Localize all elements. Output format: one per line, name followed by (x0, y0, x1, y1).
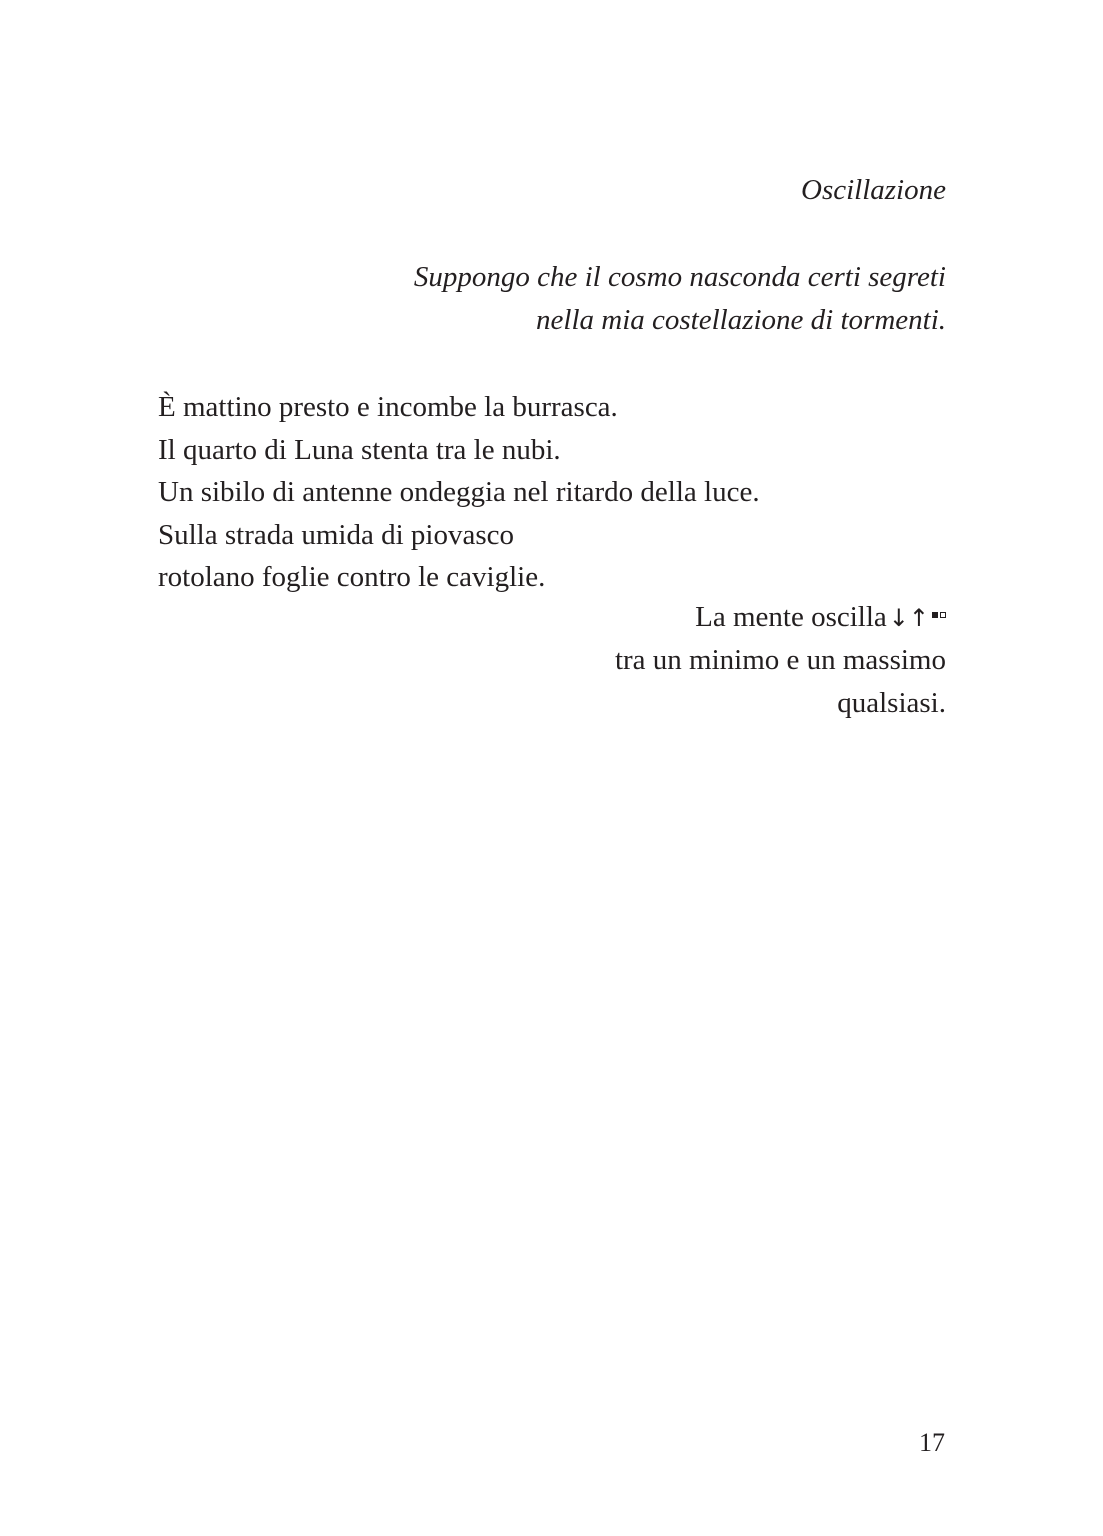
verse-text: La mente oscilla (695, 601, 887, 633)
verse-line-oscillation (615, 596, 946, 639)
poem-title: Oscillazione (801, 174, 946, 206)
down-arrow-icon: ↓ (888, 604, 909, 632)
up-arrow-icon: ↑ (908, 604, 929, 632)
epigraph-line: Suppongo che il cosmo nasconda certi segreti (413, 261, 946, 293)
epigraph (414, 256, 946, 342)
verse-line: Un sibilo di antenne ondeggia nel ritardo della luce. (158, 476, 760, 508)
closing-verses (615, 596, 946, 725)
epigraph-line: nella mia costellazione di tormenti. (536, 304, 946, 336)
page-number: 17 (919, 1428, 945, 1457)
verse-line: Sulla strada umida di piovasco (158, 518, 514, 551)
filled-square-icon (932, 612, 938, 618)
verse-line: tra un minimo e un massimo (614, 644, 946, 676)
verse-line: rotolano foglie contro le caviglie. (158, 561, 546, 593)
empty-square-icon (940, 612, 946, 618)
verse-line: Il quarto di Luna stenta tra le nubi. (158, 433, 561, 466)
verse-line: qualsiasi. (837, 687, 946, 719)
verse-line: È mattino presto e incombe la burrasca. (158, 391, 618, 423)
oscillation-glyphs (889, 606, 946, 630)
stanza (158, 386, 760, 599)
